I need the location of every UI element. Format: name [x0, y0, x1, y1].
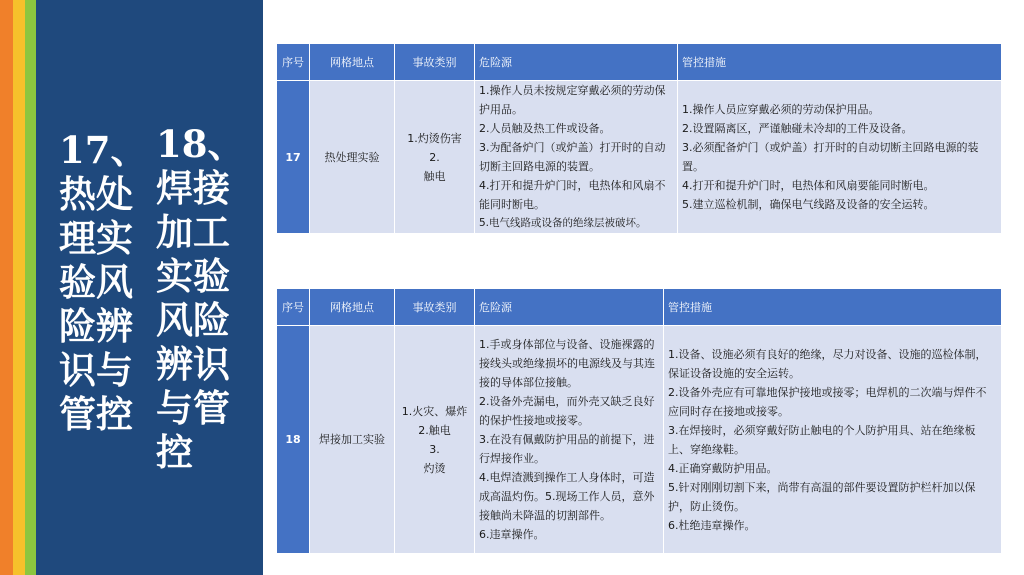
control-item: 4.打开和提升炉门时，电热体和风扇要能同时断电。	[682, 179, 935, 192]
hazard-item: 1.手或身体部位与设备、设施裸露的接线头或绝缘损坏的电源线及与其连接的导体部位接触。	[479, 338, 655, 389]
accident-type-item: 灼烫	[423, 461, 446, 475]
accident-type-item: 2.	[429, 150, 440, 164]
accident-type-cell	[395, 326, 475, 554]
accident-type-item: 1.火灾、爆炸	[401, 404, 468, 418]
hazard-item: 4.电焊渣溅到操作工人身体时，可造成高温灼伤。5.现场工作人员，意外接触尚未降温的切割部件。	[479, 471, 655, 522]
title-line: 理实	[59, 216, 133, 260]
header-accident-type: 事故类别	[395, 289, 475, 326]
accident-type-item: 3.	[429, 442, 440, 456]
green-stripe	[25, 0, 36, 575]
control-item: 2.设备外壳应有可靠地保护接地或接零；电焊机的二次端与焊件不应同时存在接地或接零。	[668, 385, 987, 418]
control-item: 1.操作人员应穿戴必须的劳动保护用品。	[682, 103, 880, 116]
accident-type-item: 2.触电	[418, 423, 451, 437]
title-line: 加工	[156, 210, 230, 254]
header-location: 网格地点	[310, 289, 395, 326]
grid-location: 焊接加工实验	[310, 326, 395, 554]
title-line: 控	[156, 430, 193, 474]
accident-type-item: 1.灼烫伤害	[407, 131, 462, 145]
title-heat-treatment	[59, 128, 148, 436]
control-item: 3.在焊接时，必须穿戴好防止触电的个人防护用具、站在绝缘板上、穿绝缘鞋。	[668, 423, 976, 456]
title-line: 风险	[156, 298, 230, 342]
title-line: 险辨	[59, 304, 133, 348]
header-no: 序号	[277, 44, 310, 81]
control-item: 4.正确穿戴防护用品。	[668, 461, 778, 475]
orange-stripe	[0, 0, 13, 575]
hazard-item: 4.打开和提升炉门时，电热体和风扇不能同时断电。	[479, 179, 666, 211]
accident-type-cell	[395, 81, 475, 234]
header-hazard: 危险源	[475, 44, 678, 81]
title-line: 管控	[59, 392, 133, 436]
hazard-item: 6.违章操作。	[479, 528, 545, 541]
header-control: 管控措施	[678, 44, 1002, 81]
control-item: 2.设置隔离区，严谨触碰未冷却的工件及设备。	[682, 122, 913, 135]
title-line: 热处	[59, 172, 133, 216]
control-cell	[678, 81, 1002, 234]
title-line: 辨识	[156, 342, 230, 386]
hazard-item: 5.电气线路或设备的绝缘层被破坏。	[479, 217, 647, 229]
yellow-stripe	[13, 0, 25, 575]
header-accident-type: 事故类别	[395, 44, 475, 81]
title-line: 17、	[59, 128, 148, 172]
title-line: 识与	[59, 348, 133, 392]
control-item: 5.针对刚刚切割下来，尚带有高温的部件要设置防护栏杆加以保护，防止烫伤。	[668, 480, 976, 513]
hazard-item: 2.设备外壳漏电，而外壳又缺乏良好的保护性接地或接零。	[479, 395, 655, 427]
risk-table-18	[276, 288, 1002, 554]
header-location: 网格地点	[310, 44, 395, 81]
grid-location: 热处理实验	[310, 81, 395, 234]
hazard-cell	[475, 326, 664, 554]
row-number: 18	[277, 326, 310, 554]
title-line: 实验	[156, 254, 230, 298]
title-line: 与管	[156, 386, 230, 430]
hazard-item: 1.操作人员未按规定穿戴必须的劳动保护用品。	[479, 84, 666, 116]
control-item: 6.杜绝违章操作。	[668, 518, 756, 532]
hazard-item: 3.在没有佩戴防护用品的前提下，进行焊接作业。	[479, 433, 655, 465]
title-sidebar	[36, 0, 263, 575]
title-welding	[156, 122, 245, 474]
risk-table-17	[276, 43, 1002, 234]
accident-type-item: 触电	[423, 169, 446, 183]
header-control: 管控措施	[664, 289, 1002, 326]
control-item: 1.设备、设施必须有良好的绝缘，尽力对设备、设施的巡检体制，保证设备设施的安全运转。	[668, 347, 987, 380]
hazard-item: 3.为配备炉门（或炉盖）打开时的自动切断主回路电源的装置。	[479, 141, 666, 173]
header-hazard: 危险源	[475, 289, 664, 326]
control-item: 3.必须配备炉门（或炉盖）打开时的自动切断主回路电源的装置。	[682, 141, 979, 173]
hazard-cell	[475, 81, 678, 234]
title-line: 焊接	[156, 166, 230, 210]
title-line: 18、	[156, 122, 245, 166]
header-no: 序号	[277, 289, 310, 326]
control-item: 5.建立巡检机制，确保电气线路及设备的安全运转。	[682, 198, 935, 211]
hazard-item: 2.人员触及热工件或设备。	[479, 122, 611, 135]
title-line: 验风	[59, 260, 133, 304]
control-cell	[664, 326, 1002, 554]
row-number: 17	[277, 81, 310, 234]
